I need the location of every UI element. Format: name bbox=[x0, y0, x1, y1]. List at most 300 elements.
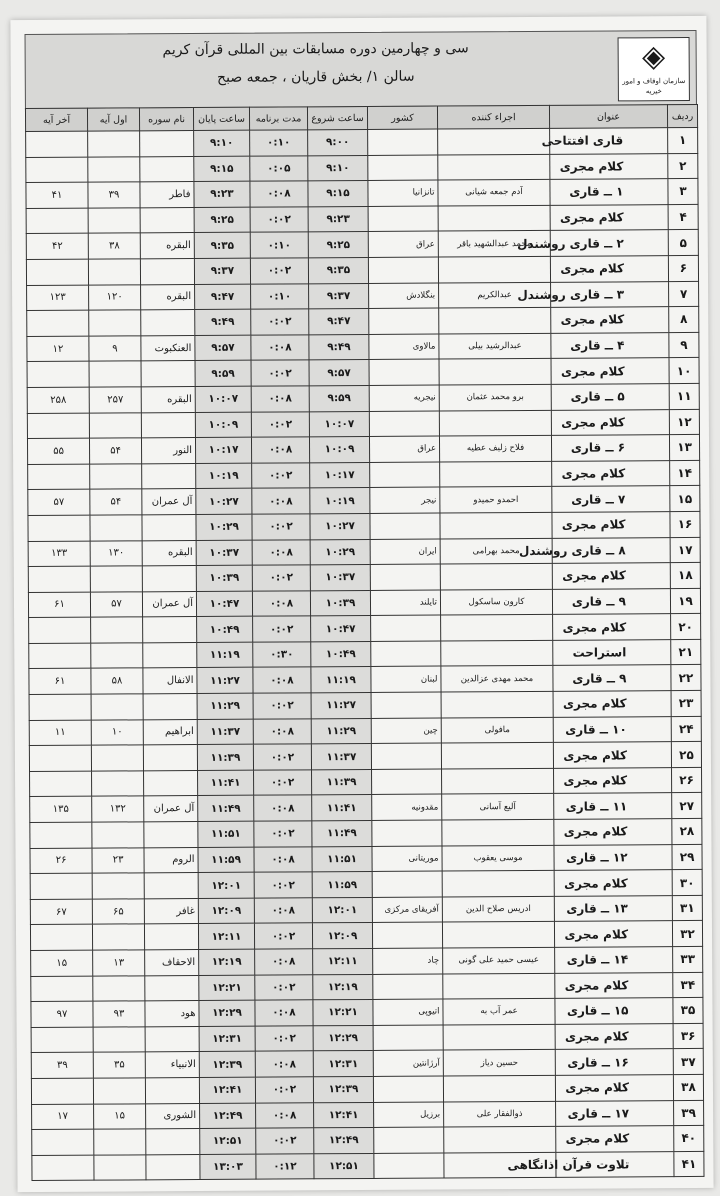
row-number: ۳۱ bbox=[672, 895, 702, 921]
row-sura-name: البقره bbox=[142, 540, 196, 566]
row-country bbox=[368, 155, 438, 181]
row-performer bbox=[444, 1126, 556, 1152]
row-first-verse bbox=[93, 1078, 145, 1104]
row-number: ۲۴ bbox=[671, 716, 701, 742]
document-title: سی و چهارمین دوره مسابقات بین المللی قرآن کریم bbox=[162, 40, 469, 59]
row-performer: مافولی bbox=[441, 717, 553, 743]
row-duration: ۰:۰۵ bbox=[250, 155, 308, 181]
row-start-time: ۱۰:۲۷ bbox=[310, 513, 370, 539]
row-last-verse: ۵۵ bbox=[27, 438, 89, 464]
row-title: ۹ ــ قاری bbox=[552, 588, 670, 614]
row-sura-name bbox=[146, 1154, 200, 1180]
row-first-verse bbox=[92, 873, 144, 899]
row-first-verse bbox=[93, 1027, 145, 1053]
row-number: ۱۲ bbox=[669, 409, 699, 435]
row-title: ۵ ــ قاری bbox=[551, 384, 669, 410]
row-start-time: ۱۲:۲۹ bbox=[313, 1025, 373, 1051]
row-last-verse bbox=[31, 976, 93, 1002]
row-first-verse: ۶۵ bbox=[92, 899, 144, 925]
row-sura-name bbox=[142, 463, 196, 489]
row-country: اتیوپی bbox=[373, 999, 443, 1025]
row-start-time: ۱۰:۴۹ bbox=[311, 641, 371, 667]
row-first-verse: ۲۳ bbox=[92, 847, 144, 873]
row-title: ۳ ــ قاری روشندل bbox=[551, 281, 669, 307]
row-country bbox=[372, 820, 442, 846]
row-end-time: ۱۰:۰۹ bbox=[195, 412, 251, 438]
row-title: کلام مجری bbox=[550, 204, 668, 230]
row-first-verse: ۳۹ bbox=[88, 182, 140, 208]
row-duration: ۰:۰۲ bbox=[252, 565, 310, 591]
row-first-verse bbox=[94, 1129, 146, 1155]
row-sura-name: البقره bbox=[140, 233, 194, 259]
row-performer bbox=[438, 154, 550, 180]
row-sura-name: الانفال bbox=[143, 668, 197, 694]
row-end-time: ۱۲:۰۱ bbox=[198, 872, 254, 898]
row-end-time: ۹:۲۳ bbox=[194, 181, 250, 207]
row-duration: ۰:۰۲ bbox=[252, 514, 310, 540]
row-sura-name bbox=[144, 924, 198, 950]
row-last-verse bbox=[28, 515, 90, 541]
row-sura-name bbox=[144, 822, 198, 848]
row-country bbox=[374, 1153, 444, 1179]
header-sura-name: نام سوره bbox=[139, 108, 193, 131]
row-last-verse: ۶۱ bbox=[28, 592, 90, 618]
row-end-time: ۱۱:۲۹ bbox=[197, 693, 253, 719]
row-performer bbox=[440, 461, 552, 487]
row-title: کلام مجری bbox=[552, 563, 670, 589]
row-last-verse bbox=[30, 925, 92, 951]
row-first-verse bbox=[90, 566, 142, 592]
row-country bbox=[373, 1025, 443, 1051]
row-last-verse: ۳۹ bbox=[31, 1053, 93, 1079]
row-sura-name bbox=[142, 566, 196, 592]
row-end-time: ۱۱:۴۹ bbox=[198, 796, 254, 822]
row-country bbox=[370, 564, 440, 590]
row-last-verse bbox=[29, 694, 91, 720]
row-number: ۲۲ bbox=[671, 665, 701, 691]
row-title: کلام مجری bbox=[555, 972, 673, 998]
row-start-time: ۱۰:۴۷ bbox=[311, 616, 371, 642]
row-title: قاری افتتاحی bbox=[550, 128, 668, 154]
row-number: ۱۷ bbox=[670, 537, 700, 563]
row-last-verse bbox=[26, 157, 88, 183]
row-country: برزیل bbox=[374, 1102, 444, 1128]
row-duration: ۰:۰۲ bbox=[253, 744, 311, 770]
row-sura-name bbox=[143, 694, 197, 720]
row-performer: عمر آب به bbox=[443, 999, 555, 1025]
row-performer bbox=[441, 691, 553, 717]
row-end-time: ۱۱:۳۹ bbox=[197, 744, 253, 770]
row-duration: ۰:۰۸ bbox=[255, 949, 313, 975]
row-title: کلام مجری bbox=[554, 819, 672, 845]
row-sura-name bbox=[144, 873, 198, 899]
row-duration: ۰:۰۲ bbox=[254, 821, 312, 847]
row-duration: ۰:۰۸ bbox=[252, 591, 310, 617]
row-performer bbox=[438, 256, 550, 282]
row-first-verse: ۲۵۷ bbox=[89, 387, 141, 413]
row-duration: ۰:۰۲ bbox=[251, 309, 309, 335]
row-title: کلام مجری bbox=[550, 153, 668, 179]
row-last-verse: ۴۲ bbox=[26, 234, 88, 260]
row-number: ۳۶ bbox=[673, 1023, 703, 1049]
row-title: کلام مجری bbox=[552, 460, 670, 486]
row-first-verse: ۵۷ bbox=[90, 592, 142, 618]
row-performer: ذوالفقار علی bbox=[444, 1101, 556, 1127]
row-last-verse: ۶۱ bbox=[29, 669, 91, 695]
row-end-time: ۹:۴۹ bbox=[195, 309, 251, 335]
header-performer: اجراء کننده bbox=[437, 105, 549, 129]
row-title: کلام مجری bbox=[554, 921, 672, 947]
row-country bbox=[374, 1127, 444, 1153]
row-first-verse bbox=[91, 617, 143, 643]
row-duration: ۰:۰۲ bbox=[255, 1077, 313, 1103]
row-end-time: ۱۲:۱۹ bbox=[199, 949, 255, 975]
row-country: مقدونیه bbox=[372, 794, 442, 820]
row-number: ۴ bbox=[668, 204, 698, 230]
row-duration: ۰:۰۲ bbox=[255, 974, 313, 1000]
row-title: کلام مجری bbox=[551, 358, 669, 384]
row-duration: ۰:۰۲ bbox=[254, 872, 312, 898]
row-title: ۱۷ ــ قاری bbox=[556, 1100, 674, 1126]
row-number: ۳۵ bbox=[673, 998, 703, 1024]
row-number: ۳۰ bbox=[672, 870, 702, 896]
row-title: ۴ ــ قاری bbox=[551, 332, 669, 358]
row-duration: ۰:۰۸ bbox=[254, 898, 312, 924]
row-title: استراحت bbox=[553, 639, 671, 665]
row-performer bbox=[441, 615, 553, 641]
row-number: ۲۳ bbox=[671, 690, 701, 716]
row-duration: ۰:۳۰ bbox=[253, 642, 311, 668]
row-duration: ۰:۰۲ bbox=[251, 411, 309, 437]
row-title: کلام مجری bbox=[550, 256, 668, 282]
row-duration: ۰:۰۸ bbox=[251, 335, 309, 361]
row-duration: ۰:۰۸ bbox=[251, 437, 309, 463]
row-duration: ۰:۱۲ bbox=[256, 1154, 314, 1180]
row-country: لبنان bbox=[371, 666, 441, 692]
row-sura-name bbox=[142, 514, 196, 540]
row-end-time: ۱۰:۰۷ bbox=[195, 386, 251, 412]
row-country: بنگلادش bbox=[369, 283, 439, 309]
row-first-verse bbox=[94, 1155, 146, 1181]
row-start-time: ۹:۲۵ bbox=[308, 232, 368, 258]
row-country: تانزانیا bbox=[368, 180, 438, 206]
row-country: چاد bbox=[373, 948, 443, 974]
row-start-time: ۹:۵۷ bbox=[309, 360, 369, 386]
row-start-time: ۹:۱۰ bbox=[308, 155, 368, 181]
row-start-time: ۱۲:۵۱ bbox=[314, 1153, 374, 1179]
row-country bbox=[372, 871, 442, 897]
row-end-time: ۱۳:۰۳ bbox=[200, 1154, 256, 1180]
row-last-verse bbox=[27, 413, 89, 439]
row-last-verse: ۴۱ bbox=[26, 182, 88, 208]
row-start-time: ۱۰:۳۷ bbox=[310, 565, 370, 591]
row-title: ۱۳ ــ قاری bbox=[554, 895, 672, 921]
row-last-verse bbox=[32, 1129, 94, 1155]
row-first-verse bbox=[89, 412, 141, 438]
row-title: کلام مجری bbox=[554, 767, 672, 793]
row-country bbox=[372, 922, 442, 948]
row-end-time: ۱۲:۱۱ bbox=[198, 924, 254, 950]
row-last-verse bbox=[26, 208, 88, 234]
row-title: کلام مجری bbox=[551, 409, 669, 435]
row-country bbox=[371, 692, 441, 718]
row-duration: ۰:۰۸ bbox=[252, 539, 310, 565]
row-first-verse bbox=[90, 515, 142, 541]
document-sheet bbox=[10, 16, 713, 1192]
row-title: ۹ ــ قاری bbox=[553, 665, 671, 691]
row-performer: کارون ساسکول bbox=[440, 589, 552, 615]
row-sura-name bbox=[140, 258, 194, 284]
row-end-time: ۹:۱۵ bbox=[194, 156, 250, 182]
row-end-time: ۹:۳۷ bbox=[194, 258, 250, 284]
row-performer: عبدالرشید بیلی bbox=[439, 333, 551, 359]
row-sura-name bbox=[145, 1026, 199, 1052]
row-end-time: ۱۲:۴۹ bbox=[200, 1103, 256, 1129]
row-title: ۱۴ ــ قاری bbox=[555, 947, 673, 973]
row-end-time: ۹:۴۷ bbox=[195, 284, 251, 310]
header-last-verse: آخر آیه bbox=[25, 108, 87, 131]
row-end-time: ۱۲:۳۹ bbox=[199, 1052, 255, 1078]
row-duration: ۰:۰۲ bbox=[254, 770, 312, 796]
row-performer: آدم جمعه شیانی bbox=[438, 180, 550, 206]
row-number: ۳۳ bbox=[673, 946, 703, 972]
row-sura-name: العنکبوت bbox=[141, 335, 195, 361]
row-first-verse: ۱۲۰ bbox=[89, 284, 141, 310]
row-first-verse bbox=[90, 464, 142, 490]
document-header bbox=[25, 30, 697, 110]
row-end-time: ۱۲:۳۱ bbox=[199, 1026, 255, 1052]
row-start-time: ۹:۳۵ bbox=[308, 257, 368, 283]
row-end-time: ۱۱:۵۹ bbox=[198, 847, 254, 873]
row-number: ۶ bbox=[668, 255, 698, 281]
row-number: ۱۱ bbox=[669, 383, 699, 409]
row-country: تایلند bbox=[370, 590, 440, 616]
header-row-number: ردیف bbox=[667, 104, 697, 127]
row-country bbox=[371, 641, 441, 667]
row-number: ۳۲ bbox=[672, 921, 702, 947]
row-end-time: ۹:۵۷ bbox=[195, 335, 251, 361]
row-performer: محمد بهرامی bbox=[440, 538, 552, 564]
row-performer bbox=[442, 922, 554, 948]
row-end-time: ۱۰:۲۷ bbox=[196, 488, 252, 514]
row-sura-name: الشوری bbox=[146, 1103, 200, 1129]
row-end-time: ۱۱:۲۷ bbox=[197, 668, 253, 694]
row-start-time: ۹:۴۷ bbox=[309, 309, 369, 335]
row-performer: برو محمد عثمان bbox=[439, 384, 551, 410]
row-number: ۲۷ bbox=[672, 793, 702, 819]
row-sura-name bbox=[141, 361, 195, 387]
row-country: ایران bbox=[370, 539, 440, 565]
row-title: کلام مجری bbox=[553, 691, 671, 717]
emblem-icon: ◈ bbox=[642, 39, 666, 75]
row-title: ۱۵ ــ قاری bbox=[555, 998, 673, 1024]
row-first-verse bbox=[93, 975, 145, 1001]
row-end-time: ۱۰:۱۷ bbox=[195, 437, 251, 463]
row-country bbox=[371, 615, 441, 641]
row-last-verse bbox=[27, 310, 89, 336]
row-end-time: ۱۲:۲۹ bbox=[199, 1000, 255, 1026]
schedule-body bbox=[26, 127, 704, 1180]
row-country bbox=[372, 769, 442, 795]
row-country bbox=[368, 129, 438, 155]
header-start-time: ساعت شروع bbox=[307, 106, 367, 129]
row-country bbox=[368, 206, 438, 232]
row-start-time: ۱۱:۵۹ bbox=[312, 872, 372, 898]
row-sura-name bbox=[145, 975, 199, 1001]
row-last-verse bbox=[28, 464, 90, 490]
row-start-time: ۹:۴۹ bbox=[309, 334, 369, 360]
row-sura-name bbox=[141, 310, 195, 336]
row-first-verse: ۵۸ bbox=[91, 668, 143, 694]
header-first-verse: اول آیه bbox=[87, 108, 139, 131]
row-end-time: ۱۲:۵۱ bbox=[200, 1128, 256, 1154]
document-subtitle: سالن ۱/ بخش قاریان ، جمعه صبح bbox=[216, 68, 415, 86]
row-end-time: ۹:۱۰ bbox=[194, 130, 250, 156]
row-end-time: ۱۱:۴۱ bbox=[198, 770, 254, 796]
row-performer: فلاح زلیف عطیه bbox=[439, 435, 551, 461]
row-sura-name bbox=[140, 156, 194, 182]
row-number: ۲۱ bbox=[671, 639, 701, 665]
row-end-time: ۹:۲۵ bbox=[194, 207, 250, 233]
row-first-verse: ۵۴ bbox=[89, 438, 141, 464]
row-duration: ۰:۰۸ bbox=[250, 181, 308, 207]
row-duration: ۰:۰۲ bbox=[250, 258, 308, 284]
row-country bbox=[370, 462, 440, 488]
row-performer bbox=[441, 743, 553, 769]
row-country: مالاوی bbox=[369, 334, 439, 360]
row-start-time: ۱۰:۳۹ bbox=[310, 590, 370, 616]
row-end-time: ۱۰:۴۹ bbox=[197, 616, 253, 642]
row-number: ۳۴ bbox=[673, 972, 703, 998]
row-start-time: ۱۱:۱۹ bbox=[311, 667, 371, 693]
row-country bbox=[370, 513, 440, 539]
row-title: ۱۰ ــ قاری bbox=[553, 716, 671, 742]
row-first-verse bbox=[88, 259, 140, 285]
row-number: ۱ bbox=[668, 127, 698, 153]
row-end-time: ۱۱:۱۹ bbox=[197, 642, 253, 668]
row-first-verse bbox=[92, 924, 144, 950]
row-number: ۷ bbox=[669, 281, 699, 307]
row-last-verse bbox=[29, 643, 91, 669]
row-title: ۷ ــ قاری bbox=[552, 486, 670, 512]
row-title: کلام مجری bbox=[555, 1075, 673, 1101]
row-start-time: ۹:۱۵ bbox=[308, 181, 368, 207]
row-title: کلام مجری bbox=[554, 870, 672, 896]
row-end-time: ۹:۵۹ bbox=[195, 361, 251, 387]
row-sura-name: النور bbox=[141, 438, 195, 464]
row-sura-name bbox=[144, 770, 198, 796]
row-last-verse: ۶۷ bbox=[30, 899, 92, 925]
row-last-verse: ۱۱ bbox=[29, 720, 91, 746]
row-first-verse bbox=[88, 208, 140, 234]
row-first-verse bbox=[92, 822, 144, 848]
row-start-time: ۱۱:۳۷ bbox=[311, 744, 371, 770]
row-duration: ۰:۰۲ bbox=[255, 1026, 313, 1052]
row-country bbox=[371, 743, 441, 769]
row-start-time: ۱۰:۱۷ bbox=[310, 462, 370, 488]
row-performer: موسی یعقوب bbox=[442, 845, 554, 871]
row-title: کلام مجری bbox=[555, 1023, 673, 1049]
row-end-time: ۱۱:۵۱ bbox=[198, 821, 254, 847]
row-first-verse: ۱۰ bbox=[91, 719, 143, 745]
row-duration: ۰:۰۸ bbox=[253, 667, 311, 693]
row-duration: ۰:۰۲ bbox=[254, 923, 312, 949]
row-performer: عیسی حمید علی گونی bbox=[443, 947, 555, 973]
row-last-verse bbox=[28, 566, 90, 592]
row-number: ۳۸ bbox=[673, 1074, 703, 1100]
row-end-time: ۱۰:۲۹ bbox=[196, 514, 252, 540]
row-performer bbox=[438, 205, 550, 231]
organization-logo bbox=[618, 37, 690, 101]
row-start-time: ۱۲:۳۱ bbox=[313, 1051, 373, 1077]
row-start-time: ۹:۰۰ bbox=[308, 129, 368, 155]
row-country: موریتانی bbox=[372, 846, 442, 872]
row-start-time: ۱۲:۱۱ bbox=[313, 948, 373, 974]
row-sura-name: البقره bbox=[141, 284, 195, 310]
row-number: ۴۱ bbox=[674, 1151, 704, 1177]
row-first-verse: ۳۸ bbox=[88, 233, 140, 259]
row-end-time: ۱۰:۴۷ bbox=[196, 591, 252, 617]
row-title: تلاوت قرآن اذانگاهی bbox=[556, 1151, 674, 1177]
row-start-time: ۱۱:۲۹ bbox=[311, 718, 371, 744]
header-end-time: ساعت پایان bbox=[193, 107, 249, 130]
row-performer bbox=[439, 410, 551, 436]
row-performer: آلیع آسانی bbox=[442, 794, 554, 820]
row-duration: ۰:۱۰ bbox=[250, 232, 308, 258]
row-sura-name bbox=[140, 131, 194, 157]
row-performer bbox=[438, 128, 550, 154]
row-last-verse: ۹۷ bbox=[31, 1001, 93, 1027]
row-end-time: ۱۲:۰۹ bbox=[198, 898, 254, 924]
row-performer: عبدالکریم bbox=[439, 282, 551, 308]
row-end-time: ۹:۳۵ bbox=[194, 233, 250, 259]
row-sura-name bbox=[145, 1077, 199, 1103]
row-duration: ۰:۰۲ bbox=[251, 360, 309, 386]
row-start-time: ۱۱:۳۹ bbox=[312, 769, 372, 795]
row-number: ۱۳ bbox=[669, 435, 699, 461]
row-number: ۵ bbox=[668, 230, 698, 256]
row-country bbox=[369, 359, 439, 385]
row-sura-name bbox=[143, 745, 197, 771]
row-last-verse: ۱۷ bbox=[32, 1104, 94, 1130]
row-first-verse bbox=[88, 131, 140, 157]
row-start-time: ۱۱:۵۱ bbox=[312, 846, 372, 872]
row-number: ۳۹ bbox=[674, 1100, 704, 1126]
row-performer bbox=[442, 768, 554, 794]
row-duration: ۰:۰۸ bbox=[255, 1000, 313, 1026]
row-first-verse: ۹۳ bbox=[93, 1001, 145, 1027]
row-first-verse bbox=[92, 771, 144, 797]
row-start-time: ۱۱:۴۱ bbox=[312, 795, 372, 821]
row-duration: ۰:۰۸ bbox=[251, 386, 309, 412]
row-last-verse bbox=[31, 1027, 93, 1053]
row-duration: ۰:۰۲ bbox=[256, 1128, 314, 1154]
row-last-verse bbox=[30, 771, 92, 797]
row-start-time: ۱۲:۰۱ bbox=[312, 897, 372, 923]
row-sura-name: فاطر bbox=[140, 182, 194, 208]
row-duration: ۰:۰۸ bbox=[254, 846, 312, 872]
row-country: عراق bbox=[368, 231, 438, 257]
row-performer: حسین دیاز bbox=[443, 1050, 555, 1076]
row-country: چین bbox=[371, 718, 441, 744]
row-number: ۲۰ bbox=[671, 614, 701, 640]
row-start-time: ۱۲:۰۹ bbox=[312, 923, 372, 949]
row-first-verse bbox=[89, 310, 141, 336]
row-performer bbox=[439, 359, 551, 385]
row-sura-name: آل عمران bbox=[142, 489, 196, 515]
row-performer: ادریس صلاح الدین bbox=[442, 896, 554, 922]
row-last-verse bbox=[32, 1155, 94, 1181]
